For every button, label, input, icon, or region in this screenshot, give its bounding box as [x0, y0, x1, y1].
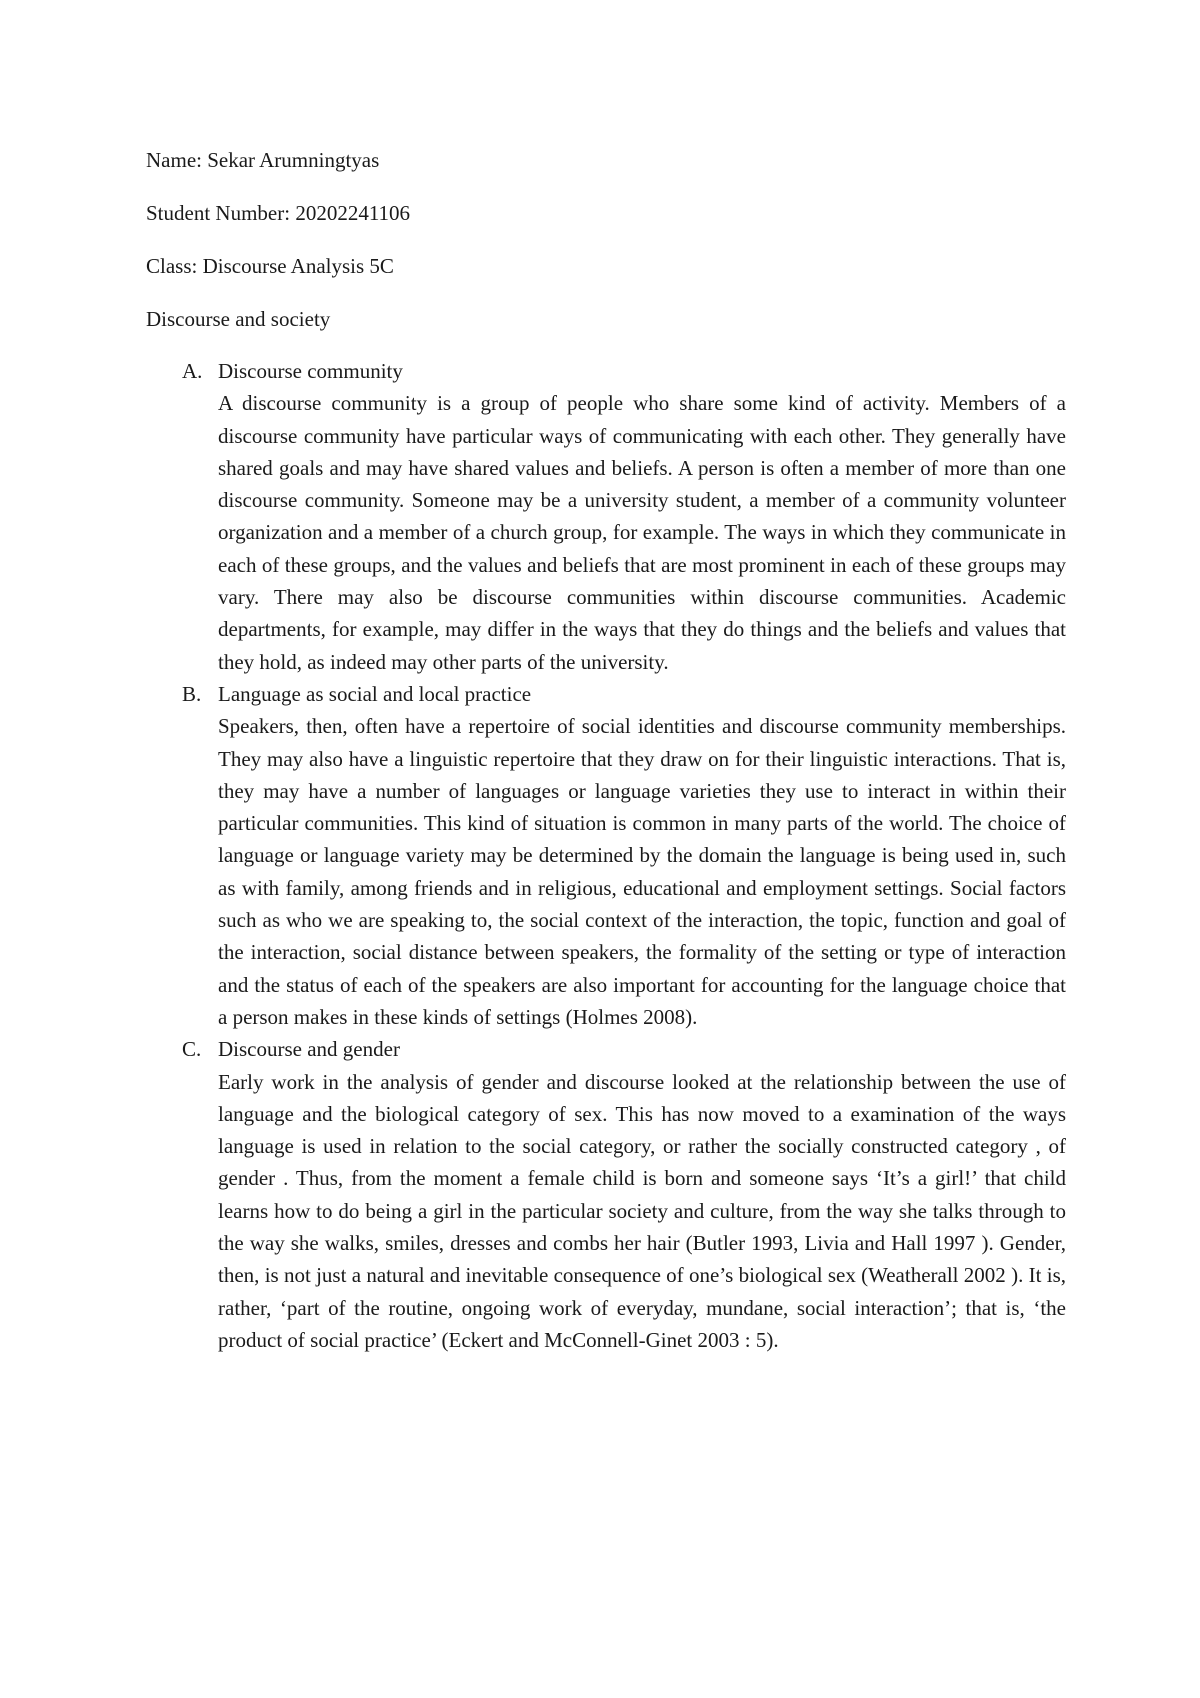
section-body: Early work in the analysis of gender and discourse looked at the relationship between the use of language and the biological category of sex. This has now moved to a examination of the ways language is used in relation to the social category, or rather the socially constructed category , of gender . Thus, from the moment a female child is born and someone says ‘It’s a girl!’ that child learns how to do being a girl in the particular society and culture, from the way she talks through to the way she walks, smiles, dresses and combs her hair (Butler 1993, Livia and Hall 1997 ). Gender, then, is not just a natural and inevitable consequence of one’s biological sex (Weatherall 2002 ). It is, rather, ‘part of the routine, ongoing work of everyday, mundane, social interaction’; that is, ‘the product of social practice’ (Eckert and McConnell-Ginet 2003 : 5).	[218, 1069, 1066, 1352]
section-list	[146, 355, 1066, 1356]
document-topic: Discourse and society	[146, 307, 331, 331]
section-c	[146, 1033, 1066, 1356]
section-letter: B.	[182, 681, 202, 706]
section-heading: Discourse community	[218, 359, 403, 383]
class-line: Class: Discourse Analysis 5C	[146, 254, 394, 278]
section-letter: A.	[182, 359, 203, 383]
student-name-line: Name: Sekar Arumningtyas	[146, 148, 380, 172]
section-body: A discourse community is a group of people who share some kind of activity. Members of a discourse community have particular ways of communicating with each other. They generally have shared goals and may have shared values and beliefs. A person is often a member of more than one discourse community. Someone may be a university student, a member of a community volunteer organization and a member of a church group, for example. The ways in which they communicate in each of these groups, and the values and beliefs that are most prominent in each of these groups may vary. There may also be discourse communities within discourse communities. Academic departments, for example, may differ in the ways that they do things and the beliefs and values that they hold, as indeed may other parts of the university.	[218, 391, 1066, 674]
section-b	[146, 678, 1066, 1033]
section-heading: Language as social and local practice	[218, 681, 532, 706]
student-number-line: Student Number: 20202241106	[146, 201, 411, 225]
section-body: Speakers, then, often have a repertoire of social identities and discourse community memberships. They may also have a linguistic repertoire that they draw on for their linguistic interactions. That is, they may have a number of languages or language varieties they use to interact in within their particular communities. This kind of situation is common in many parts of the world. The choice of language or language variety may be determined by the domain the language is being used in, such as with family, among friends and in religious, educational and employment settings. Social factors such as who we are speaking to, the social context of the interaction, the topic, function and goal of the interaction, social distance between speakers, the formality of the setting or type of interaction and the status of each of the speakers are also important for accounting for the language choice that a person makes in these kinds of settings (Holmes 2008).	[218, 714, 1066, 1029]
section-heading: Discourse and gender	[218, 1037, 400, 1062]
section-letter: C.	[182, 1037, 202, 1062]
section-a	[146, 355, 1066, 678]
